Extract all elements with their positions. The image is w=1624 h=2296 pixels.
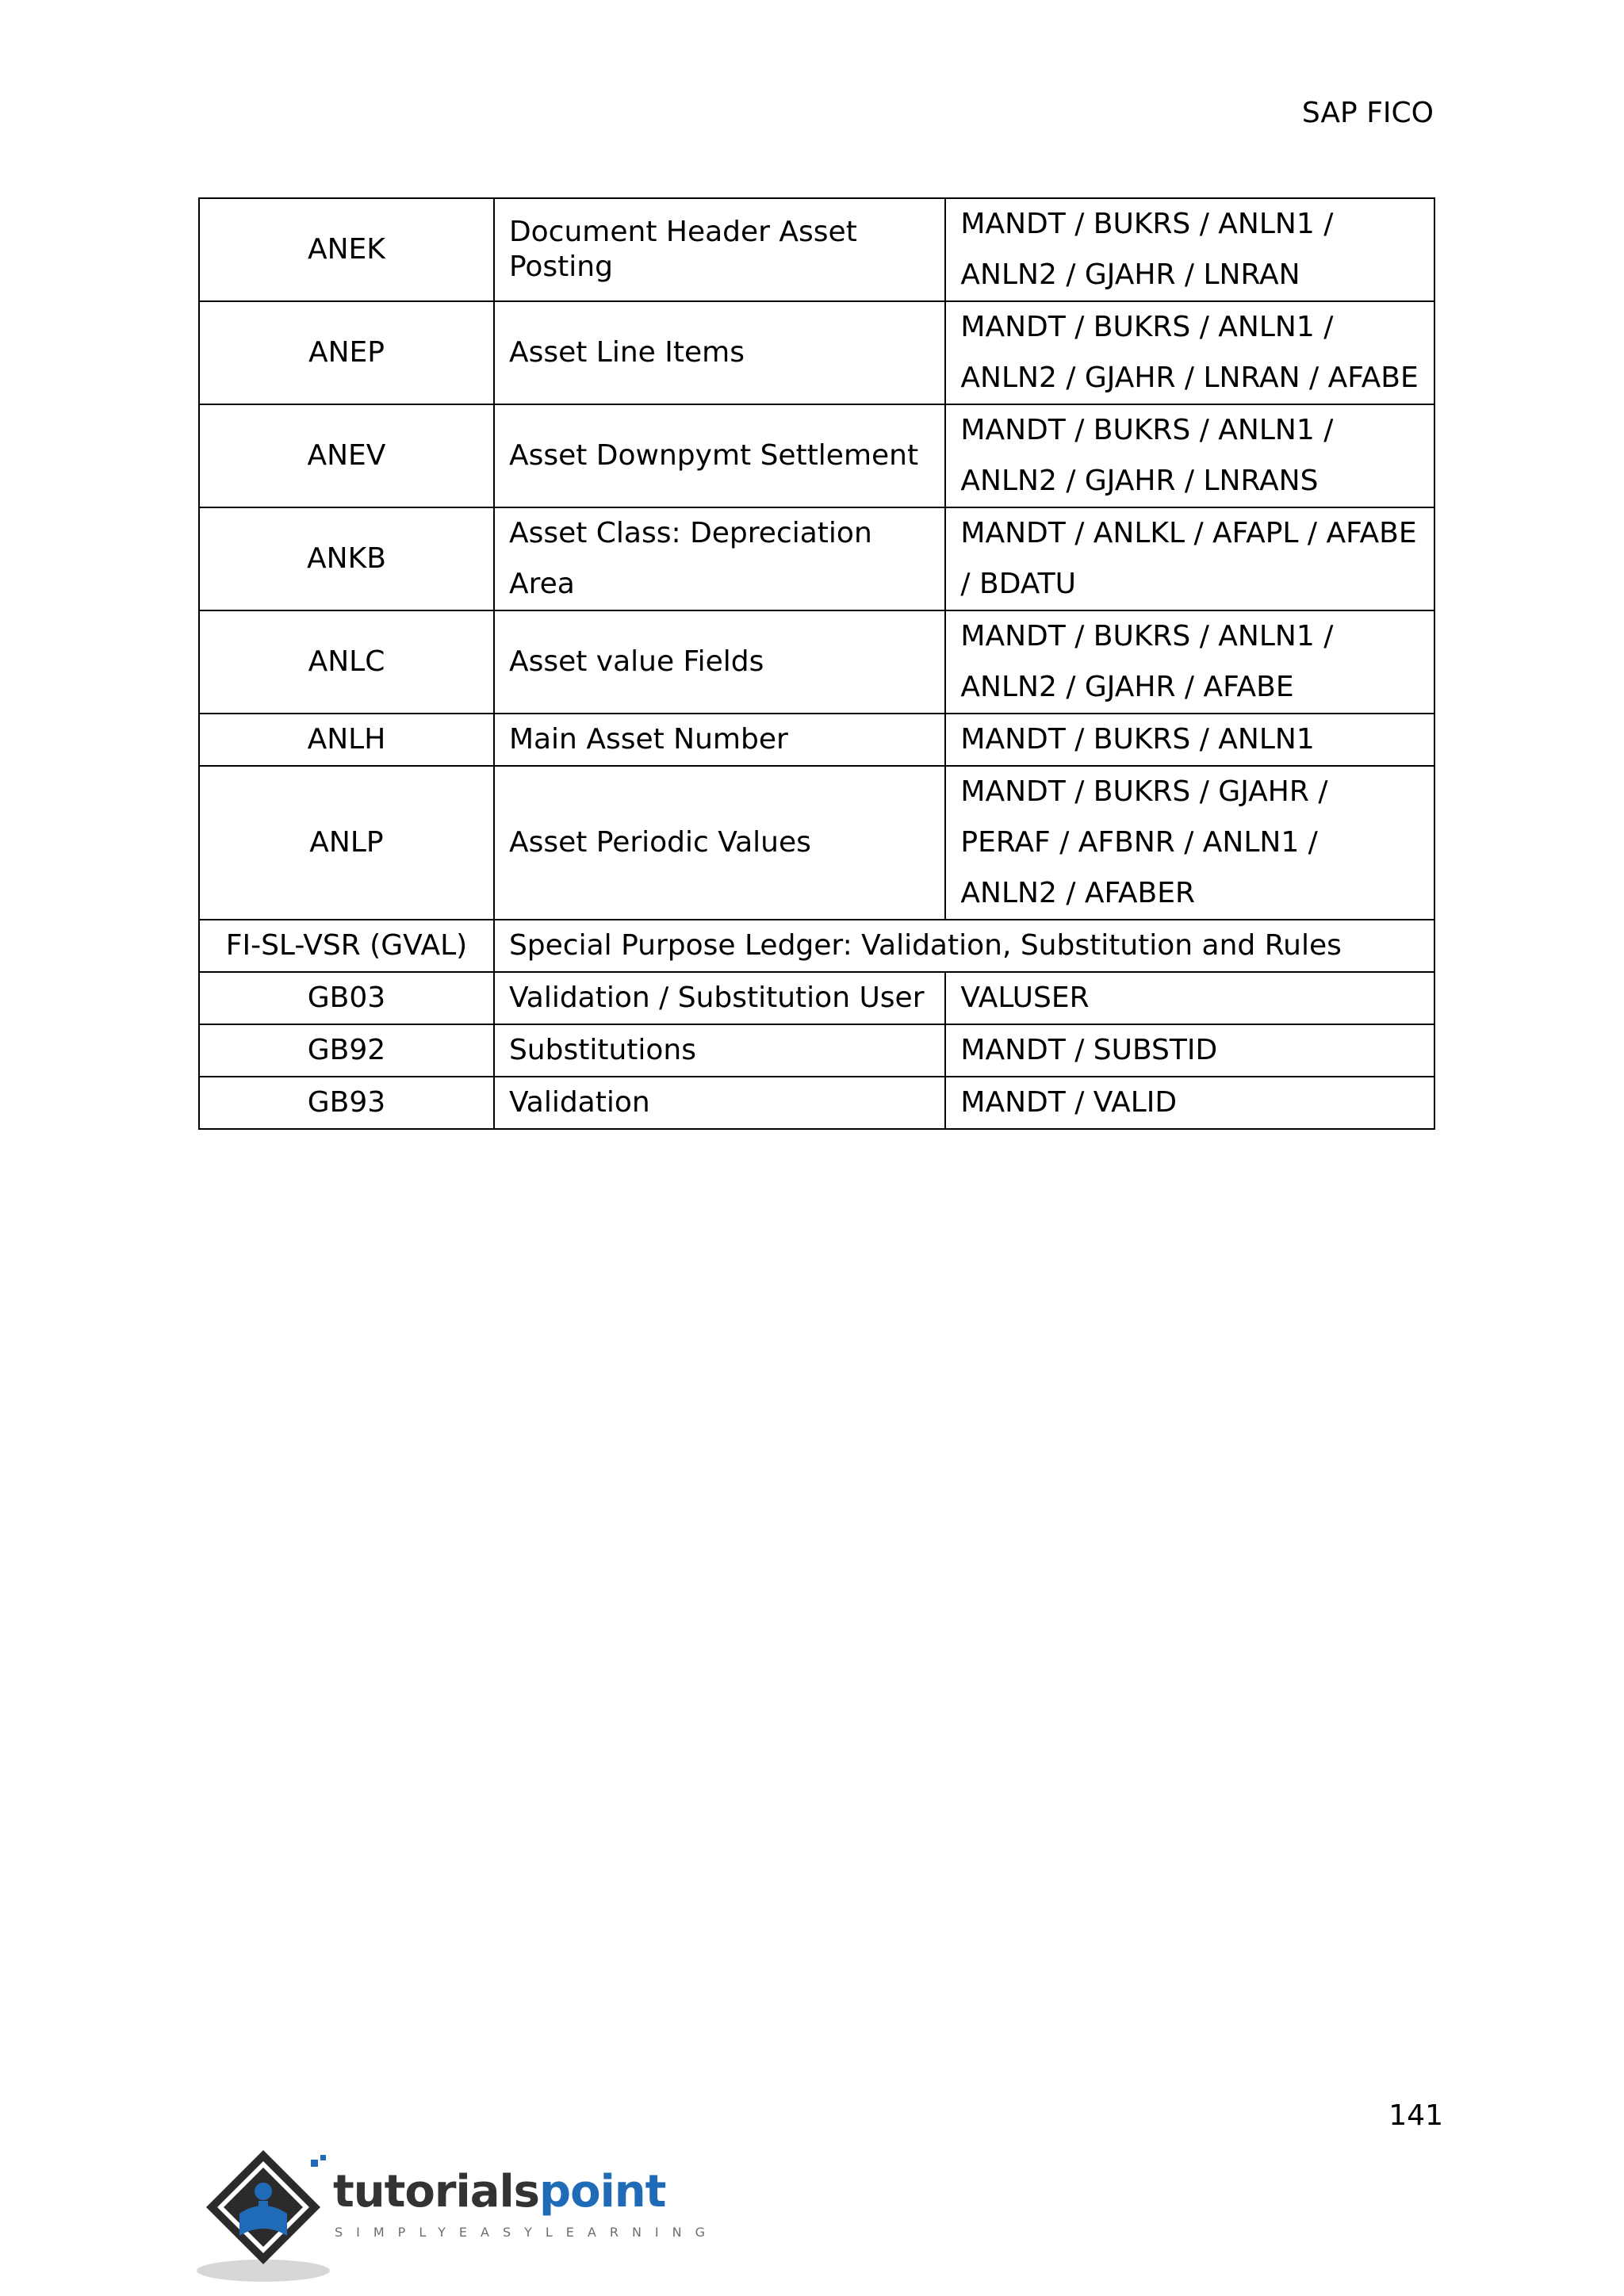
- table-keys-cell: MANDT / VALID: [945, 1077, 1434, 1129]
- table-desc-cell: Asset Periodic Values: [494, 766, 945, 920]
- table-section-row: [199, 920, 1434, 972]
- table-row: [199, 507, 1434, 610]
- table-desc-cell: Asset Class: Depreciation Area: [494, 507, 945, 610]
- logo-tagline: SIMPLYEASYLEARNING: [335, 2225, 719, 2240]
- table-keys-cell: VALUSER: [945, 972, 1434, 1024]
- tutorialspoint-logo: [195, 2136, 719, 2286]
- table-desc-cell: Substitutions: [494, 1024, 945, 1077]
- table-row: [199, 1024, 1434, 1077]
- page-number: 141: [1388, 2099, 1443, 2132]
- table-keys-cell: MANDT / SUBSTID: [945, 1024, 1434, 1077]
- table-row: [199, 766, 1434, 920]
- fi-tables-table: [198, 197, 1435, 1130]
- table-keys-cell: MANDT / ANLKL / AFAPL / AFABE / BDATU: [945, 507, 1434, 610]
- table-desc-cell: Main Asset Number: [494, 714, 945, 766]
- table-desc-cell: Validation: [494, 1077, 945, 1129]
- table-name-cell: GB92: [199, 1024, 494, 1077]
- table-name-cell: ANLC: [199, 610, 494, 714]
- page-header-title: SAP FICO: [1301, 97, 1434, 129]
- table-keys-cell: MANDT / BUKRS / ANLN1: [945, 714, 1434, 766]
- table-row: [199, 610, 1434, 714]
- table-name-cell: ANEP: [199, 301, 494, 404]
- table-row: [199, 714, 1434, 766]
- table-desc-cell: Asset Downpymt Settlement: [494, 404, 945, 507]
- table-keys-cell: MANDT / BUKRS / ANLN1 / ANLN2 / GJAHR / LNRAN: [945, 198, 1434, 301]
- table-keys-cell: MANDT / BUKRS / ANLN1 / ANLN2 / GJAHR / AFABE: [945, 610, 1434, 714]
- section-code-cell: FI-SL-VSR (GVAL): [199, 920, 494, 972]
- table-row: [199, 972, 1434, 1024]
- table-keys-cell: MANDT / BUKRS / ANLN1 / ANLN2 / GJAHR / LNRANS: [945, 404, 1434, 507]
- table-name-cell: ANEV: [199, 404, 494, 507]
- table-name-cell: ANLH: [199, 714, 494, 766]
- table-name-cell: ANEK: [199, 198, 494, 301]
- table-row: [199, 301, 1434, 404]
- table-desc-cell: Asset value Fields: [494, 610, 945, 714]
- table-name-cell: GB03: [199, 972, 494, 1024]
- table-name-cell: ANLP: [199, 766, 494, 920]
- table-name-cell: GB93: [199, 1077, 494, 1129]
- table-keys-cell: MANDT / BUKRS / ANLN1 / ANLN2 / GJAHR / LNRAN / AFABE: [945, 301, 1434, 404]
- table-desc-cell: Validation / Substitution User: [494, 972, 945, 1024]
- table-name-cell: ANKB: [199, 507, 494, 610]
- table-desc-cell: Document Header Asset Posting: [494, 198, 945, 301]
- table-keys-cell: MANDT / BUKRS / GJAHR / PERAF / AFBNR / ANLN1 / ANLN2 / AFABER: [945, 766, 1434, 920]
- table-row: [199, 198, 1434, 301]
- table-desc-cell: Asset Line Items: [494, 301, 945, 404]
- table-row: [199, 404, 1434, 507]
- section-title-cell: Special Purpose Ledger: Validation, Substitution and Rules: [494, 920, 1434, 972]
- table-row: [199, 1077, 1434, 1129]
- logo-wordmark: tutorialspoint: [333, 2166, 666, 2218]
